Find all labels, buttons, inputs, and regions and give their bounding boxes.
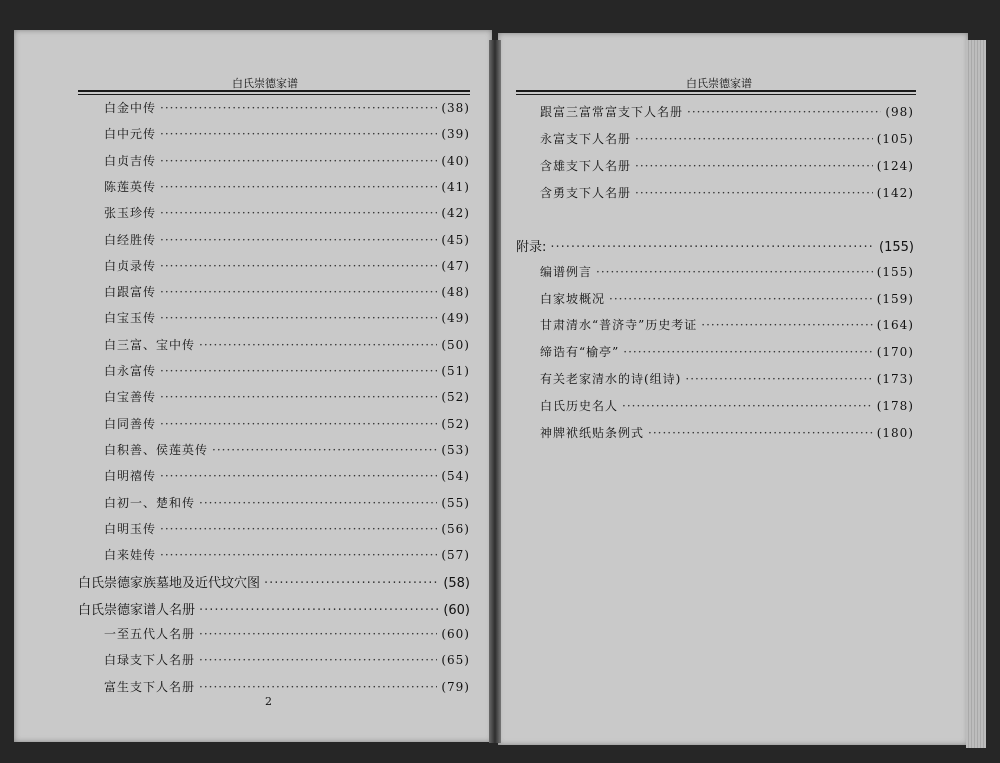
toc-entry-title: 附录: [516, 240, 547, 255]
toc-entry-page: (170) [876, 345, 914, 359]
toc-entry [78, 572, 470, 591]
toc-entry-title: 白跟富传 [104, 285, 157, 300]
right-page-header: 白氏崇德家谱 [686, 77, 752, 90]
toc-entry [516, 236, 914, 255]
toc-dot-leader [596, 265, 873, 279]
book-gutter [489, 40, 501, 743]
toc-entry [104, 283, 470, 300]
toc-dot-leader [160, 233, 437, 247]
right-header-rule-thin [516, 94, 916, 95]
toc-dot-leader [160, 180, 437, 194]
toc-dot-leader [212, 443, 437, 457]
toc-dot-leader [635, 186, 873, 200]
toc-entry-title: 含勇支下人名册 [540, 186, 632, 200]
toc-entry-page: (159) [876, 292, 914, 306]
toc-entry-page: (41) [441, 179, 470, 194]
toc-dot-leader [635, 132, 873, 146]
toc-entry-page: (124) [876, 159, 914, 173]
toc-entry-title: 含雄支下人名册 [540, 159, 632, 173]
toc-dot-leader [701, 318, 872, 332]
toc-dot-leader [264, 576, 439, 591]
toc-entry-page: (105) [876, 132, 914, 146]
toc-entry-page: (49) [441, 311, 470, 326]
toc-entry-title: 白经胜传 [104, 232, 157, 247]
toc-entry-title: 白宝玉传 [104, 311, 157, 326]
toc-dot-leader [160, 101, 437, 115]
toc-dot-leader [685, 372, 872, 386]
toc-entry-title: 白明玉传 [104, 521, 157, 536]
toc-dot-leader [687, 105, 881, 119]
toc-entry [104, 520, 470, 537]
toc-entry-title: 白贞吉传 [104, 153, 157, 168]
toc-entry-page: (52) [441, 416, 470, 431]
toc-entry-page: (56) [441, 521, 470, 536]
toc-entry-page: (58) [443, 576, 470, 592]
toc-dot-leader [160, 206, 437, 220]
toc-entry [540, 424, 914, 441]
toc-entry-page: (60) [441, 627, 470, 641]
toc-entry-title: 白明禧传 [104, 469, 157, 484]
toc-entry-page: (53) [441, 442, 470, 457]
toc-dot-leader [609, 292, 873, 306]
toc-entry [104, 415, 470, 432]
toc-entry [540, 103, 914, 120]
toc-entry-title: 张玉珍传 [104, 206, 157, 221]
toc-entry-title: 白金中传 [104, 101, 157, 115]
toc-entry-title: 富生支下人名册 [104, 679, 196, 694]
toc-entry-page: (50) [441, 337, 470, 352]
toc-entry-page: (155) [876, 265, 914, 279]
toc-dot-leader [623, 345, 872, 359]
toc-entry-page: (47) [441, 258, 470, 273]
toc-entry [540, 184, 914, 201]
toc-entry [540, 370, 914, 387]
toc-entry-title: 白氏崇德家谱人名册 [78, 602, 196, 618]
left-header-rule-thin [78, 94, 470, 95]
toc-entry [104, 178, 470, 195]
toc-entry-page: (178) [876, 399, 914, 413]
toc-dot-leader [648, 426, 873, 440]
left-header-rule [78, 90, 470, 92]
toc-dot-leader [160, 154, 437, 168]
toc-dot-leader [160, 127, 437, 141]
toc-entry-title: 白永富传 [104, 364, 157, 378]
toc-entry-title: 有关老家清水的诗(组诗) [540, 372, 682, 386]
toc-entry-page: (57) [441, 548, 470, 563]
toc-dot-leader [199, 603, 439, 618]
toc-entry-title: 跟富三富常富支下人名册 [540, 105, 684, 119]
toc-entry [540, 290, 914, 307]
toc-entry [104, 625, 470, 642]
toc-dot-leader [160, 364, 437, 378]
toc-entry [104, 231, 470, 248]
toc-entry-title: 白三富、宝中传 [104, 337, 196, 352]
toc-entry [540, 263, 914, 280]
toc-entry-page: (48) [441, 285, 470, 300]
toc-entry-title: 甘肃清水“普济寺”历史考证 [540, 318, 698, 332]
toc-dot-leader [160, 259, 437, 273]
toc-entry-title: 永富支下人名册 [540, 132, 632, 146]
toc-entry [104, 494, 470, 511]
toc-entry-title: 白同善传 [104, 416, 157, 431]
toc-entry-page: (98) [885, 105, 914, 119]
page-number: 2 [265, 695, 272, 708]
right-header-rule [516, 90, 916, 92]
toc-dot-leader [160, 390, 437, 404]
toc-entry-title: 白宝善传 [104, 390, 157, 405]
toc-entry [540, 130, 914, 147]
toc-entry-page: (54) [441, 469, 470, 484]
toc-entry-page: (164) [876, 318, 914, 332]
toc-entry-page: (51) [441, 364, 470, 378]
toc-dot-leader [550, 240, 875, 255]
toc-entry [104, 336, 470, 353]
toc-entry-page: (180) [876, 426, 914, 440]
toc-entry [104, 309, 470, 326]
toc-entry [104, 152, 470, 169]
toc-dot-leader [199, 496, 437, 510]
toc-entry-title: 白琭支下人名册 [104, 653, 196, 668]
toc-entry [104, 388, 470, 405]
toc-dot-leader [199, 680, 437, 694]
toc-entry-page: (142) [876, 186, 914, 200]
toc-entry [104, 204, 470, 221]
toc-entry [78, 599, 470, 618]
toc-entry-page: (39) [441, 127, 470, 142]
toc-entry-page: (173) [876, 372, 914, 386]
toc-entry-title: 白积善、侯莲英传 [104, 442, 209, 457]
left-page-header: 白氏崇德家谱 [232, 77, 298, 90]
toc-entry-title: 缔诰有“榆亭” [540, 345, 620, 359]
toc-dot-leader [160, 548, 437, 562]
toc-entry-page: (155) [879, 240, 914, 255]
page-stack-edge [966, 40, 986, 748]
toc-entry-page: (42) [441, 206, 470, 221]
toc-entry [540, 397, 914, 414]
toc-entry-page: (52) [441, 390, 470, 405]
toc-dot-leader [160, 311, 437, 325]
toc-entry [540, 316, 914, 333]
toc-dot-leader [199, 627, 437, 641]
toc-entry-title: 白氏历史名人 [540, 399, 619, 413]
toc-entry-title: 白中元传 [104, 127, 157, 142]
toc-dot-leader [199, 653, 437, 667]
toc-entry-page: (38) [441, 101, 470, 115]
toc-entry-title: 一至五代人名册 [104, 627, 196, 641]
toc-dot-leader [160, 285, 437, 299]
toc-entry [104, 441, 470, 458]
toc-dot-leader [622, 399, 873, 413]
toc-entry-title: 白家坡概况 [540, 292, 606, 306]
toc-entry [104, 467, 470, 484]
toc-entry [104, 651, 470, 668]
toc-entry-page: (40) [441, 153, 470, 168]
toc-dot-leader [635, 159, 873, 173]
toc-entry-page: (65) [441, 653, 470, 668]
toc-entry [104, 125, 470, 142]
toc-entry-page: (45) [441, 232, 470, 247]
toc-entry-page: (79) [441, 679, 470, 694]
toc-dot-leader [160, 417, 437, 431]
toc-entry [104, 257, 470, 274]
toc-entry-title: 陈莲英传 [104, 179, 157, 194]
toc-entry-title: 神牌袱纸贴条例式 [540, 426, 645, 440]
toc-dot-leader [160, 522, 437, 536]
toc-entry [540, 343, 914, 360]
toc-entry-title: 白氏崇德家族墓地及近代坟穴图 [78, 576, 261, 592]
toc-entry [104, 362, 470, 379]
toc-entry [104, 99, 470, 116]
toc-entry-title: 编谱例言 [540, 265, 593, 279]
toc-entry-title: 白初一、楚和传 [104, 495, 196, 510]
toc-entry [104, 546, 470, 563]
toc-dot-leader [160, 469, 437, 483]
toc-entry-title: 白贞录传 [104, 258, 157, 273]
toc-entry-page: (60) [443, 602, 470, 618]
toc-entry-title: 白来娃传 [104, 548, 157, 563]
toc-dot-leader [199, 338, 437, 352]
toc-entry [104, 678, 470, 695]
toc-entry-page: (55) [441, 495, 470, 510]
toc-entry [540, 157, 914, 174]
